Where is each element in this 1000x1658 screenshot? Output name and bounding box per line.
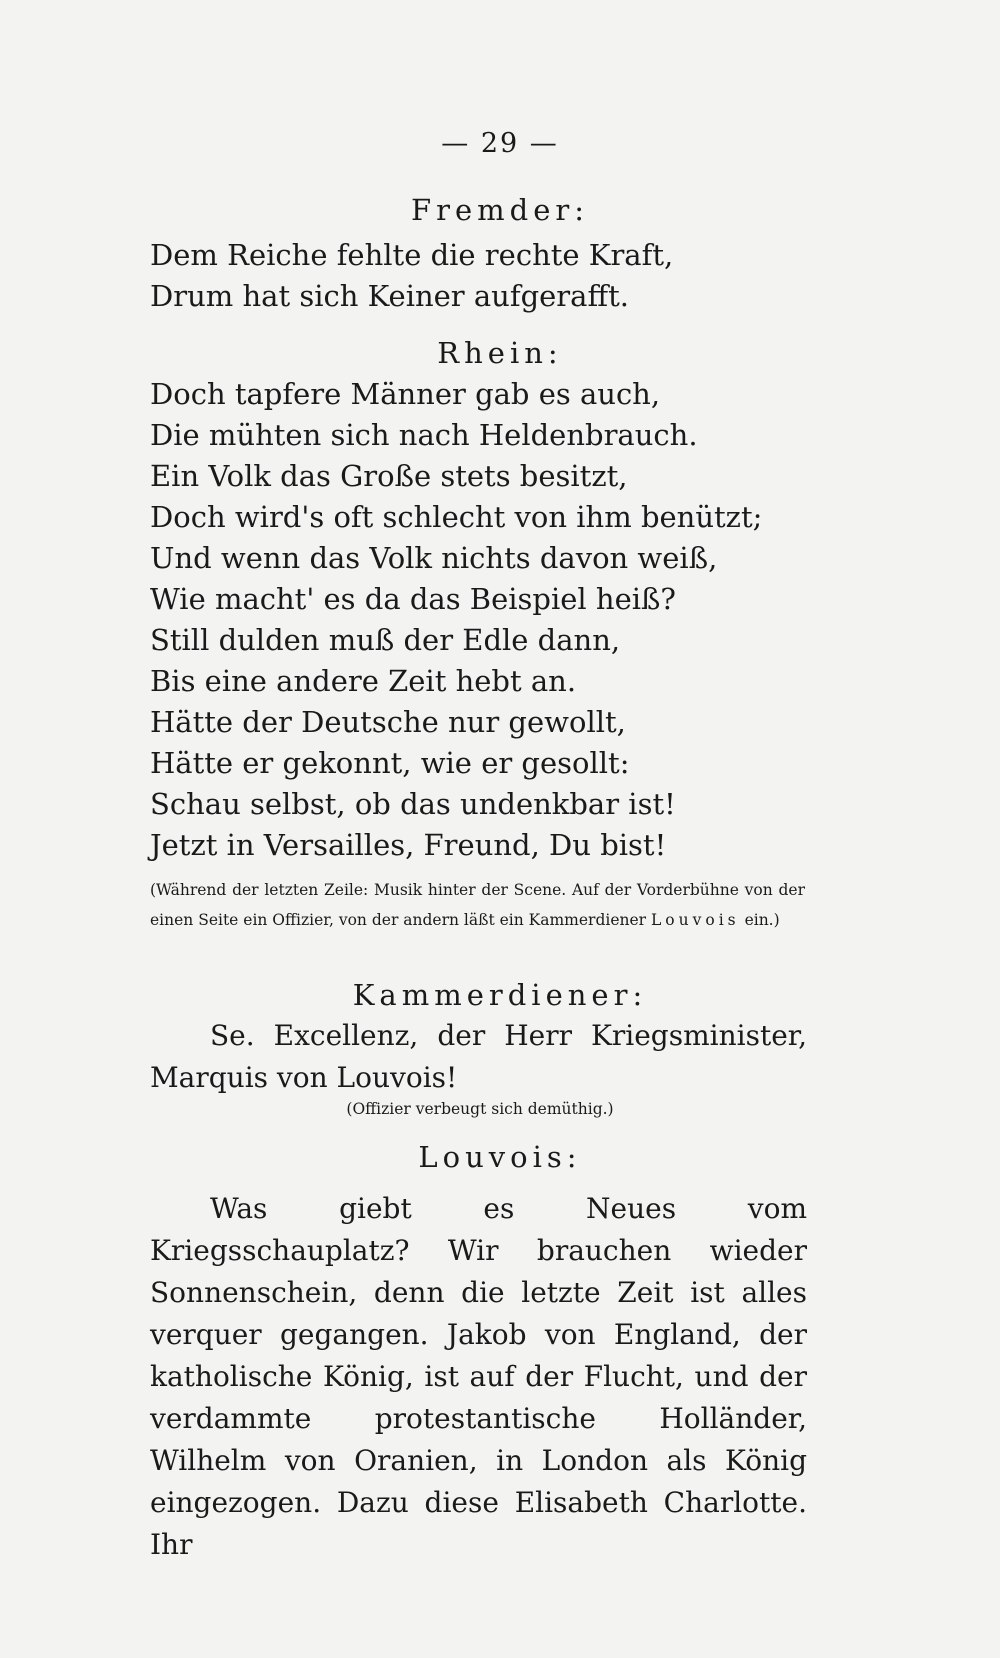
speech-kammerdiener — [150, 1015, 807, 1099]
stage-direction — [150, 876, 805, 935]
verse-line: Dem Reiche fehlte die rechte Kraft, — [150, 238, 674, 272]
verse-line: Hätte der Deutsche nur gewollt, — [150, 705, 626, 739]
stage-direction-name: Louvois — [651, 910, 740, 929]
verse-line: Und wenn das Volk nichts davon weiß, — [150, 541, 718, 575]
verse-line: Doch tapfere Männer gab es auch, — [150, 377, 661, 411]
speaker-rhein: Rhein: — [437, 336, 563, 370]
verse-rhein — [150, 374, 850, 866]
verse-line: Doch wird's oft schlecht von ihm benützt; — [150, 500, 763, 534]
stage-direction-text: (Während der letzten Zeile: Musik hinter der Scene. Auf der Vorderbühne von der einen Seite ein Offizier, von der andern läßt ein Kammerdiener — [150, 881, 805, 929]
speaker-kammerdiener: Kammerdiener: — [352, 978, 648, 1012]
speech-louvois — [150, 1188, 807, 1566]
verse-line: Schau selbst, ob das undenkbar ist! — [150, 787, 676, 821]
verse-line: Die mühten sich nach Heldenbrauch. — [150, 418, 698, 452]
verse-line: Jetzt in Versailles, Freund, Du bist! — [150, 828, 667, 862]
verse-line: Hätte er gekonnt, wie er gesollt: — [150, 746, 630, 780]
verse-line: Wie macht' es da das Beispiel heiß? — [150, 582, 676, 616]
speech-text: Se. Excellenz, der Herr Kriegsminister, Marquis von Louvois! — [150, 1019, 807, 1094]
speech-text: Was giebt es Neues vom Kriegsschauplatz? Wir brauchen wieder Sonnenschein, denn die letzte Zeit ist alles verquer gegangen. Jakob von England, der katholische König, ist auf der Flucht, und der verdammte protestantische Holländer, Wilhelm von Oranien, in London als König eingezogen. Dazu diese Elisabeth Charlotte. Ihr — [150, 1192, 807, 1561]
verse-line: Bis eine andere Zeit hebt an. — [150, 664, 577, 698]
speaker-fremder: Fremder: — [410, 193, 589, 227]
stage-direction-2: (Offizier verbeugt sich demüthig.) — [346, 1100, 614, 1118]
verse-fremder — [150, 235, 850, 317]
speaker-louvois: Louvois: — [418, 1140, 582, 1174]
stage-direction-suffix: ein.) — [744, 910, 780, 929]
verse-line: Drum hat sich Keiner aufgerafft. — [150, 279, 629, 313]
verse-line: Ein Volk das Große stets besitzt, — [150, 459, 628, 493]
verse-line: Still dulden muß der Edle dann, — [150, 623, 621, 657]
page-number: — 29 — — [441, 128, 559, 159]
